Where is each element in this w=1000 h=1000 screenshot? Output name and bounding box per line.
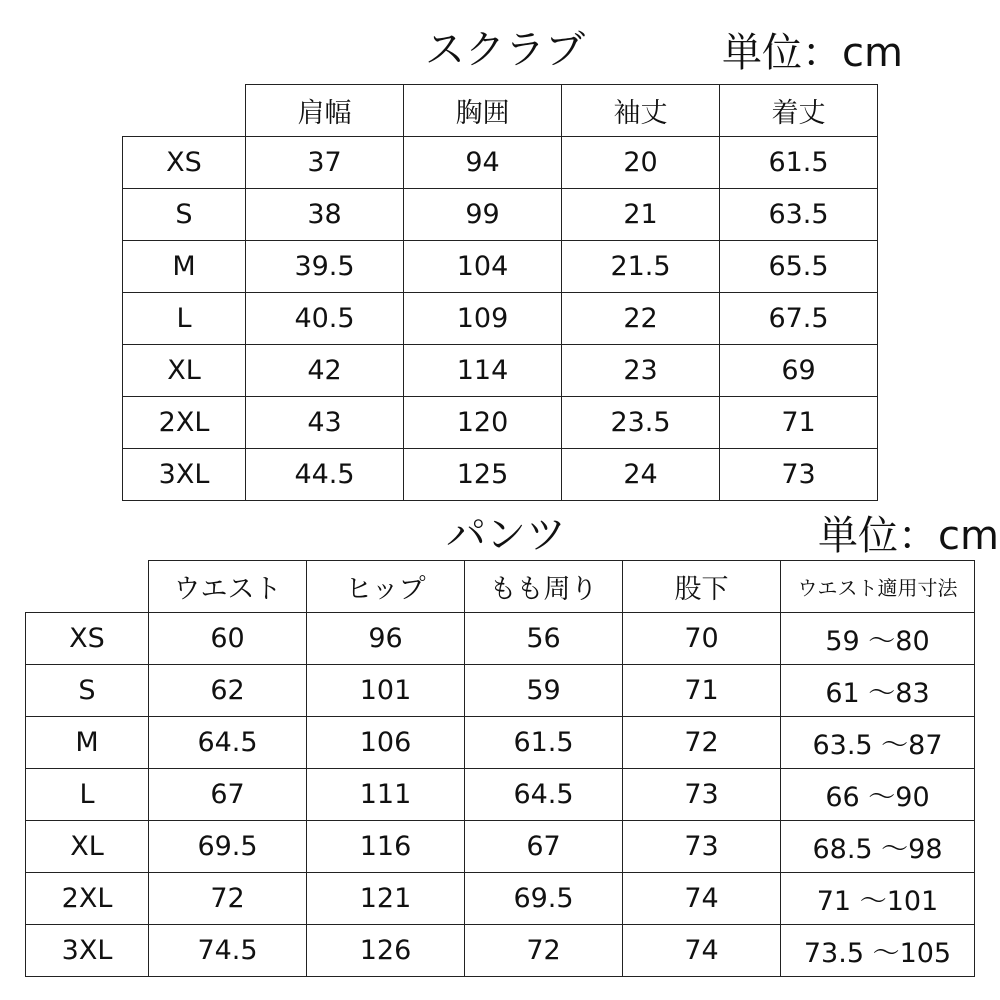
- pants-size-label: 2XL: [26, 873, 149, 925]
- pants-cell: 68.5 ～98: [781, 821, 975, 873]
- scrubs-size-label: S: [123, 189, 246, 241]
- pants-unit-label: 単位：cm: [818, 513, 999, 559]
- pants-cell: 71 ～101: [781, 873, 975, 925]
- pants-cell: 74: [623, 873, 781, 925]
- pants-table-row: [26, 821, 975, 873]
- scrubs-table-row: [123, 189, 878, 241]
- scrubs-size-label: XS: [123, 137, 246, 189]
- scrubs-table-row: [123, 449, 878, 501]
- pants-cell: 67: [149, 769, 307, 821]
- pants-size-label: M: [26, 717, 149, 769]
- pants-cell: 70: [623, 613, 781, 665]
- pants-cell: 74.5: [149, 925, 307, 977]
- scrubs-cell: 40.5: [246, 293, 404, 345]
- pants-table-row: [26, 925, 975, 977]
- pants-table-row: [26, 717, 975, 769]
- scrubs-column-header: 着丈: [720, 85, 878, 137]
- scrubs-cell: 39.5: [246, 241, 404, 293]
- pants-cell: 64.5: [149, 717, 307, 769]
- pants-cell: 59 ～80: [781, 613, 975, 665]
- scrubs-cell: 37: [246, 137, 404, 189]
- pants-cell: 72: [149, 873, 307, 925]
- pants-table-row: [26, 873, 975, 925]
- pants-cell: 73.5 ～105: [781, 925, 975, 977]
- pants-size-label: 3XL: [26, 925, 149, 977]
- pants-size-label: XS: [26, 613, 149, 665]
- pants-cell: 67: [465, 821, 623, 873]
- pants-cell: 126: [307, 925, 465, 977]
- scrubs-cell: 99: [404, 189, 562, 241]
- scrubs-cell: 21.5: [562, 241, 720, 293]
- scrubs-table-row: [123, 397, 878, 449]
- scrubs-cell: 71: [720, 397, 878, 449]
- scrubs-cell: 69: [720, 345, 878, 397]
- scrubs-size-label: XL: [123, 345, 246, 397]
- pants-column-header: ヒップ: [307, 561, 465, 613]
- pants-table-row: [26, 665, 975, 717]
- pants-column-header: ウエスト適用寸法: [781, 561, 975, 613]
- pants-title: パンツ: [446, 512, 566, 558]
- scrubs-corner-blank: [123, 85, 246, 137]
- scrubs-title: スクラブ: [425, 27, 585, 73]
- pants-cell: 111: [307, 769, 465, 821]
- pants-cell: 101: [307, 665, 465, 717]
- scrubs-cell: 125: [404, 449, 562, 501]
- pants-corner-blank: [26, 561, 149, 613]
- pants-cell: 96: [307, 613, 465, 665]
- pants-header-row: [26, 561, 975, 613]
- scrubs-size-label: M: [123, 241, 246, 293]
- scrubs-column-header: 胸囲: [404, 85, 562, 137]
- scrubs-cell: 44.5: [246, 449, 404, 501]
- pants-cell: 69.5: [149, 821, 307, 873]
- pants-table-row: [26, 769, 975, 821]
- pants-size-label: L: [26, 769, 149, 821]
- pants-cell: 66 ～90: [781, 769, 975, 821]
- scrubs-size-table: [122, 84, 878, 501]
- pants-table-row: [26, 613, 975, 665]
- scrubs-cell: 42: [246, 345, 404, 397]
- pants-cell: 64.5: [465, 769, 623, 821]
- scrubs-cell: 22: [562, 293, 720, 345]
- pants-column-header: もも周り: [465, 561, 623, 613]
- pants-cell: 61.5: [465, 717, 623, 769]
- scrubs-cell: 73: [720, 449, 878, 501]
- scrubs-cell: 61.5: [720, 137, 878, 189]
- scrubs-cell: 38: [246, 189, 404, 241]
- pants-cell: 60: [149, 613, 307, 665]
- pants-cell: 73: [623, 769, 781, 821]
- pants-cell: 56: [465, 613, 623, 665]
- scrubs-size-label: L: [123, 293, 246, 345]
- scrubs-cell: 94: [404, 137, 562, 189]
- pants-size-table: [25, 560, 975, 977]
- pants-cell: 121: [307, 873, 465, 925]
- pants-cell: 73: [623, 821, 781, 873]
- scrubs-size-label: 2XL: [123, 397, 246, 449]
- pants-size-label: S: [26, 665, 149, 717]
- pants-cell: 71: [623, 665, 781, 717]
- scrubs-column-header: 袖丈: [562, 85, 720, 137]
- scrubs-unit-label: 単位：cm: [722, 30, 903, 76]
- scrubs-cell: 23: [562, 345, 720, 397]
- scrubs-cell: 120: [404, 397, 562, 449]
- scrubs-size-label: 3XL: [123, 449, 246, 501]
- scrubs-cell: 67.5: [720, 293, 878, 345]
- pants-cell: 106: [307, 717, 465, 769]
- scrubs-cell: 20: [562, 137, 720, 189]
- pants-cell: 69.5: [465, 873, 623, 925]
- pants-cell: 61 ～83: [781, 665, 975, 717]
- scrubs-cell: 24: [562, 449, 720, 501]
- scrubs-cell: 43: [246, 397, 404, 449]
- scrubs-cell: 63.5: [720, 189, 878, 241]
- scrubs-table-row: [123, 137, 878, 189]
- scrubs-header-row: [123, 85, 878, 137]
- scrubs-cell: 65.5: [720, 241, 878, 293]
- scrubs-cell: 104: [404, 241, 562, 293]
- pants-cell: 116: [307, 821, 465, 873]
- scrubs-table-row: [123, 293, 878, 345]
- scrubs-cell: 114: [404, 345, 562, 397]
- scrubs-cell: 109: [404, 293, 562, 345]
- pants-size-label: XL: [26, 821, 149, 873]
- scrubs-cell: 23.5: [562, 397, 720, 449]
- pants-cell: 63.5 ～87: [781, 717, 975, 769]
- pants-cell: 74: [623, 925, 781, 977]
- scrubs-column-header: 肩幅: [246, 85, 404, 137]
- pants-column-header: 股下: [623, 561, 781, 613]
- scrubs-table-row: [123, 345, 878, 397]
- pants-cell: 72: [465, 925, 623, 977]
- scrubs-cell: 21: [562, 189, 720, 241]
- scrubs-table-row: [123, 241, 878, 293]
- pants-cell: 72: [623, 717, 781, 769]
- pants-cell: 59: [465, 665, 623, 717]
- pants-cell: 62: [149, 665, 307, 717]
- pants-column-header: ウエスト: [149, 561, 307, 613]
